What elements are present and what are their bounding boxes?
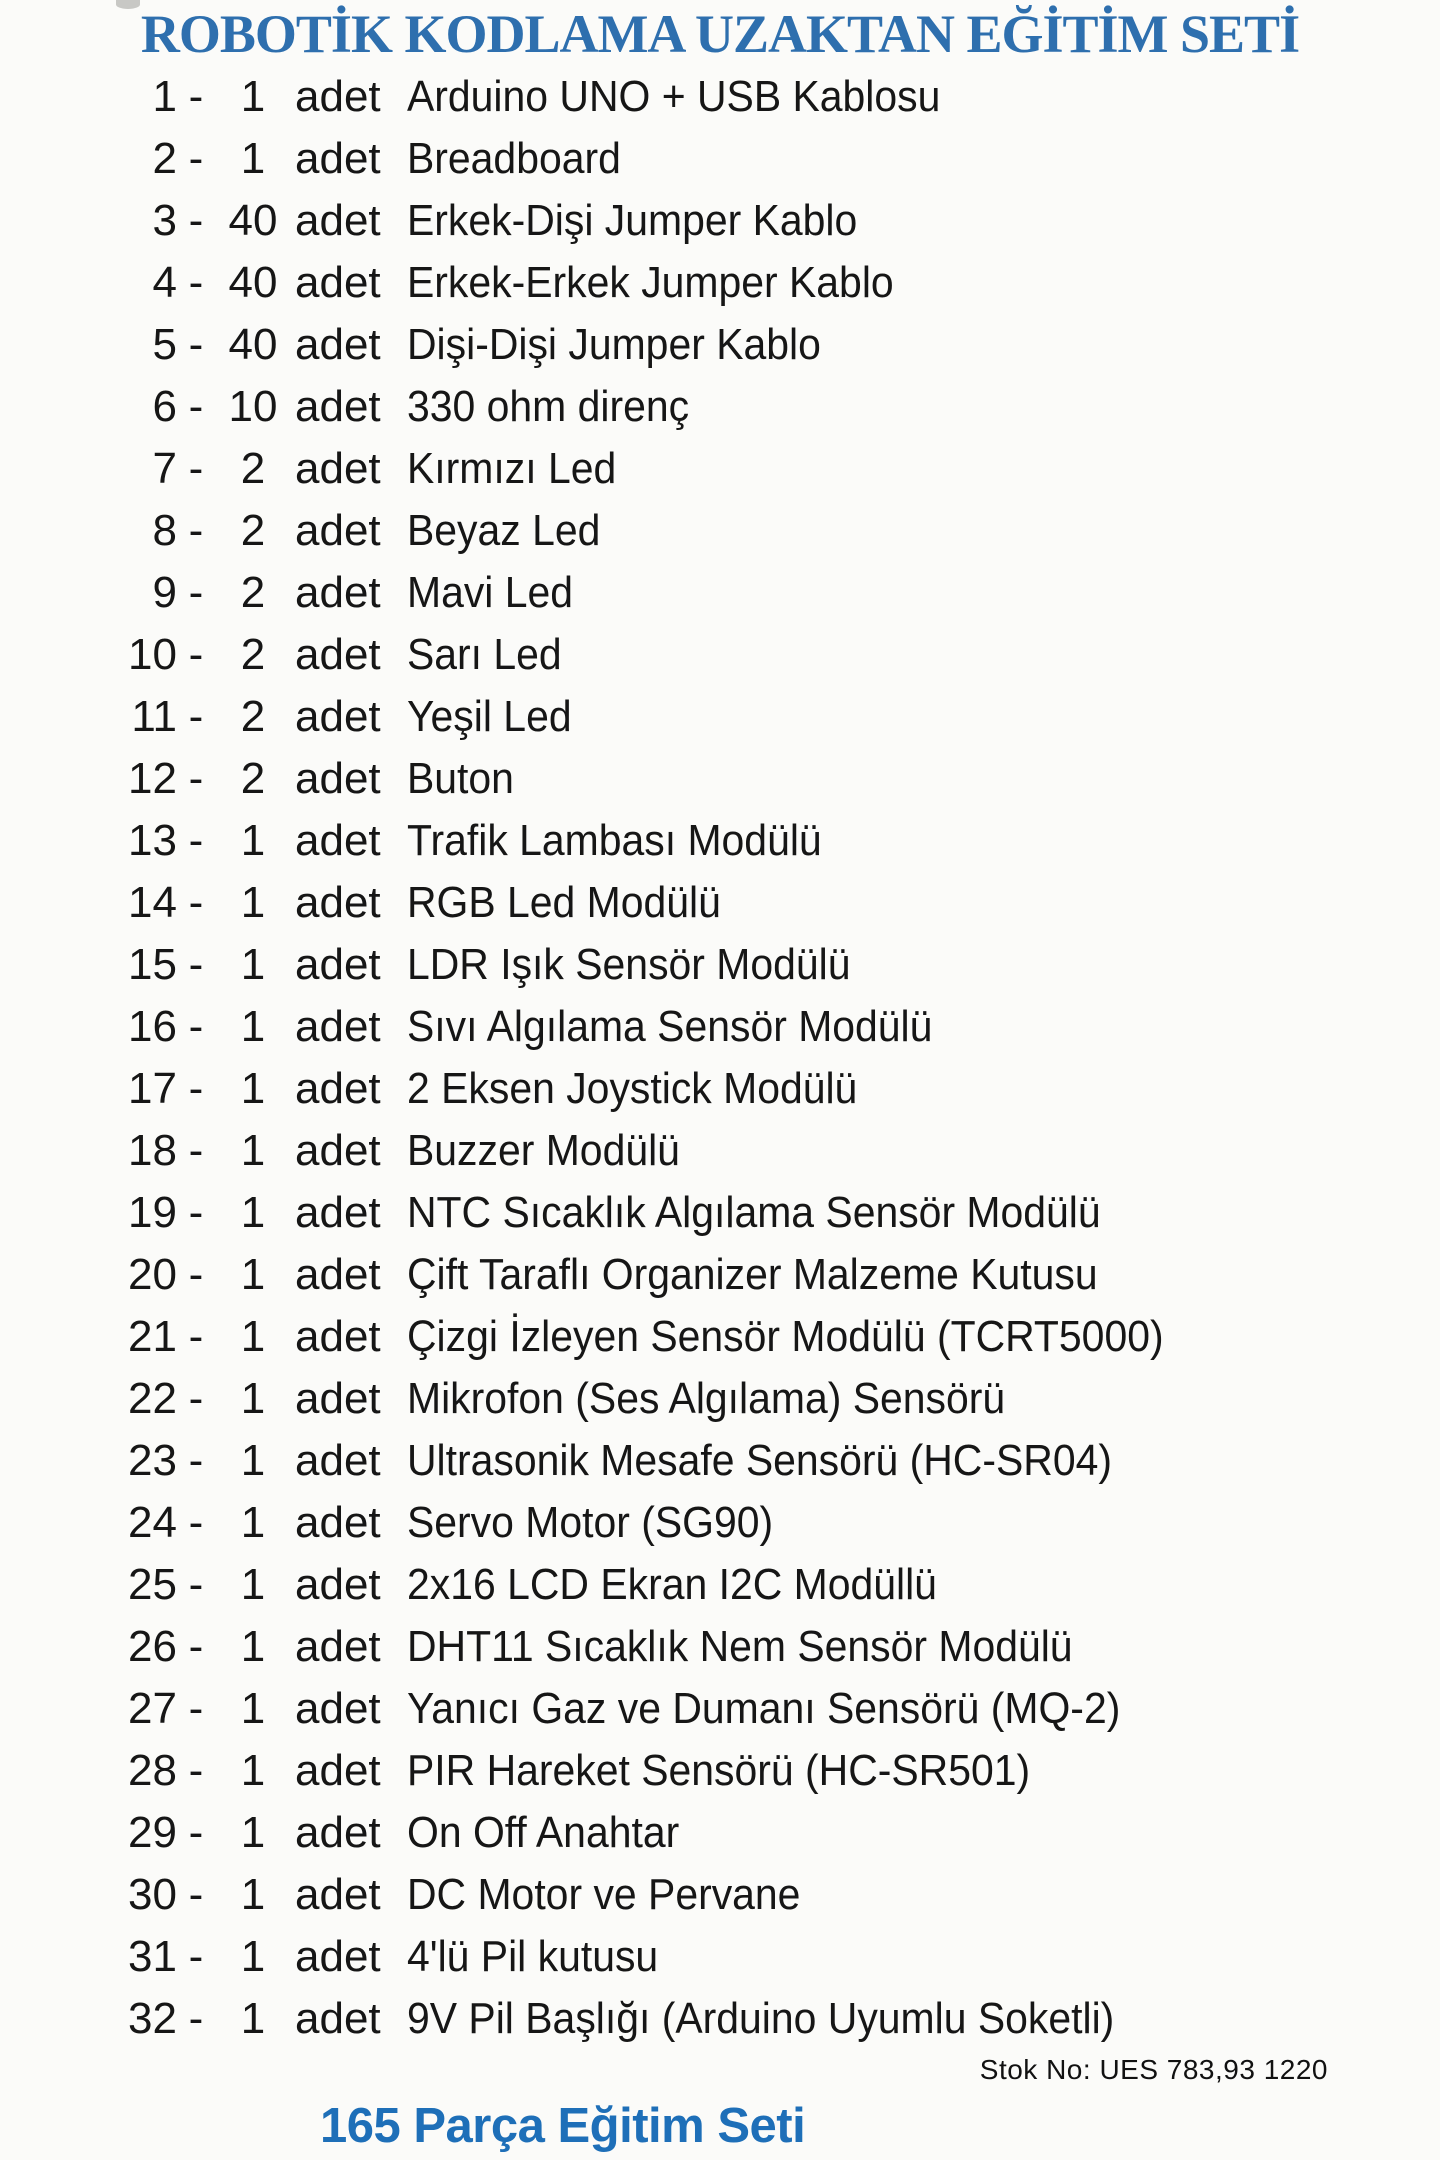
item-name: Erkek-Erkek Jumper Kablo <box>407 258 894 307</box>
item-quantity: 1 <box>240 1870 266 1919</box>
list-item <box>0 1988 1440 2050</box>
item-number: 2 <box>152 134 177 183</box>
item-unit: adet <box>295 320 381 369</box>
item-separator: - <box>188 1498 204 1547</box>
item-quantity: 1 <box>240 1746 266 1795</box>
list-item <box>0 1306 1440 1368</box>
item-number: 24 <box>128 1498 177 1547</box>
item-separator: - <box>188 1312 204 1361</box>
item-quantity: 1 <box>240 1188 266 1237</box>
item-name: RGB Led Modülü <box>407 878 721 927</box>
item-separator: - <box>188 1064 204 1113</box>
item-quantity: 1 <box>240 940 266 989</box>
item-separator: - <box>188 1126 204 1175</box>
item-unit: adet <box>295 1312 381 1361</box>
list-item <box>0 1182 1440 1244</box>
list-item <box>0 252 1440 314</box>
item-number: 28 <box>128 1746 177 1795</box>
item-name: 2x16 LCD Ekran I2C Modüllü <box>407 1560 937 1609</box>
item-unit: adet <box>295 816 381 865</box>
list-item <box>0 1926 1440 1988</box>
stock-number: Stok No: UES 783,93 1220 <box>979 2054 1328 2085</box>
item-quantity: 1 <box>240 1932 266 1981</box>
list-item <box>0 66 1440 128</box>
item-number: 19 <box>128 1188 177 1237</box>
list-item <box>0 128 1440 190</box>
item-quantity: 1 <box>240 1808 266 1857</box>
item-separator: - <box>188 444 204 493</box>
list-item <box>0 1802 1440 1864</box>
item-quantity: 1 <box>240 1560 266 1609</box>
item-number: 8 <box>152 506 177 555</box>
item-number: 14 <box>128 878 177 927</box>
item-number: 27 <box>128 1684 177 1733</box>
item-number: 17 <box>128 1064 177 1113</box>
item-separator: - <box>188 630 204 679</box>
item-unit: adet <box>295 692 381 741</box>
item-separator: - <box>188 1436 204 1485</box>
list-item <box>0 996 1440 1058</box>
item-number: 13 <box>128 816 177 865</box>
list-item <box>0 1058 1440 1120</box>
item-quantity: 2 <box>240 630 266 679</box>
item-unit: adet <box>295 1126 381 1175</box>
item-separator: - <box>188 1374 204 1423</box>
list-item <box>0 624 1440 686</box>
list-item <box>0 376 1440 438</box>
item-number: 4 <box>152 258 177 307</box>
item-unit: adet <box>295 506 381 555</box>
list-item <box>0 1740 1440 1802</box>
list-item <box>0 686 1440 748</box>
item-unit: adet <box>295 1436 381 1485</box>
item-separator: - <box>188 1560 204 1609</box>
item-quantity: 1 <box>240 1002 266 1051</box>
item-name: Yeşil Led <box>407 692 572 741</box>
item-quantity: 1 <box>240 1374 266 1423</box>
item-name: Erkek-Dişi Jumper Kablo <box>407 196 858 245</box>
item-separator: - <box>188 1250 204 1299</box>
item-name: DC Motor ve Pervane <box>407 1870 801 1919</box>
list-item <box>0 314 1440 376</box>
item-number: 10 <box>128 630 177 679</box>
list-item <box>0 1430 1440 1492</box>
item-unit: adet <box>295 1498 381 1547</box>
item-separator: - <box>188 134 204 183</box>
item-unit: adet <box>295 1188 381 1237</box>
item-unit: adet <box>295 444 381 493</box>
item-number: 16 <box>128 1002 177 1051</box>
item-number: 31 <box>128 1932 177 1981</box>
item-name: Beyaz Led <box>407 506 601 555</box>
item-unit: adet <box>295 1374 381 1423</box>
item-number: 29 <box>128 1808 177 1857</box>
item-name: Sıvı Algılama Sensör Modülü <box>407 1002 933 1051</box>
list-item <box>0 872 1440 934</box>
item-number: 18 <box>128 1126 177 1175</box>
item-quantity: 40 <box>228 320 278 369</box>
list-item <box>0 1244 1440 1306</box>
item-name: Servo Motor (SG90) <box>407 1498 774 1547</box>
item-separator: - <box>188 1746 204 1795</box>
item-separator: - <box>188 1684 204 1733</box>
item-unit: adet <box>295 1870 381 1919</box>
item-separator: - <box>188 816 204 865</box>
item-separator: - <box>188 1188 204 1237</box>
item-number: 15 <box>128 940 177 989</box>
item-name: Breadboard <box>407 134 621 183</box>
item-name: Sarı Led <box>407 630 562 679</box>
item-quantity: 1 <box>240 878 266 927</box>
item-unit: adet <box>295 630 381 679</box>
item-unit: adet <box>295 754 381 803</box>
item-number: 21 <box>128 1312 177 1361</box>
item-unit: adet <box>295 1064 381 1113</box>
item-unit: adet <box>295 1932 381 1981</box>
item-name: Yanıcı Gaz ve Dumanı Sensörü (MQ-2) <box>407 1684 1121 1733</box>
item-quantity: 1 <box>240 1250 266 1299</box>
item-number: 26 <box>128 1622 177 1671</box>
item-name: NTC Sıcaklık Algılama Sensör Modülü <box>407 1188 1101 1237</box>
list-item <box>0 1368 1440 1430</box>
item-unit: adet <box>295 1808 381 1857</box>
item-unit: adet <box>295 258 381 307</box>
item-name: Mikrofon (Ses Algılama) Sensörü <box>407 1374 1006 1423</box>
item-separator: - <box>188 72 204 121</box>
item-name: DHT11 Sıcaklık Nem Sensör Modülü <box>407 1622 1073 1671</box>
item-number: 25 <box>128 1560 177 1609</box>
item-name: Mavi Led <box>407 568 574 617</box>
item-number: 7 <box>152 444 177 493</box>
list-item <box>0 500 1440 562</box>
item-number: 32 <box>128 1994 177 2043</box>
item-name: 9V Pil Başlığı (Arduino Uyumlu Soketli) <box>407 1994 1115 2043</box>
list-item <box>0 748 1440 810</box>
item-name: PIR Hareket Sensörü (HC-SR501) <box>407 1746 1031 1795</box>
item-name: 2 Eksen Joystick Modülü <box>407 1064 858 1113</box>
item-unit: adet <box>295 1746 381 1795</box>
list-item <box>0 1120 1440 1182</box>
item-quantity: 1 <box>240 1622 266 1671</box>
item-separator: - <box>188 754 204 803</box>
item-name: Buzzer Modülü <box>407 1126 680 1175</box>
item-separator: - <box>188 1870 204 1919</box>
item-quantity: 1 <box>240 816 266 865</box>
item-separator: - <box>188 1622 204 1671</box>
item-unit: adet <box>295 1002 381 1051</box>
item-separator: - <box>188 692 204 741</box>
item-separator: - <box>188 1808 204 1857</box>
list-item <box>0 438 1440 500</box>
item-separator: - <box>188 1994 204 2043</box>
item-quantity: 1 <box>240 1312 266 1361</box>
item-quantity: 2 <box>240 444 266 493</box>
item-separator: - <box>188 878 204 927</box>
item-number: 11 <box>131 692 177 741</box>
item-separator: - <box>188 258 204 307</box>
list-item <box>0 562 1440 624</box>
list-item <box>0 1492 1440 1554</box>
item-quantity: 1 <box>240 1436 266 1485</box>
list-item <box>0 934 1440 996</box>
item-name: Dişi-Dişi Jumper Kablo <box>407 320 821 369</box>
item-quantity: 40 <box>228 258 278 307</box>
item-quantity: 1 <box>240 1126 266 1175</box>
item-separator: - <box>188 506 204 555</box>
parts-list <box>0 66 1440 2050</box>
item-quantity: 2 <box>240 692 266 741</box>
item-quantity: 1 <box>240 1064 266 1113</box>
list-item <box>0 190 1440 252</box>
item-quantity: 1 <box>240 1498 266 1547</box>
item-unit: adet <box>295 878 381 927</box>
item-unit: adet <box>295 1684 381 1733</box>
item-unit: adet <box>295 1622 381 1671</box>
item-separator: - <box>188 1002 204 1051</box>
item-quantity: 2 <box>240 754 266 803</box>
item-separator: - <box>188 382 204 431</box>
item-name: 330 ohm direnç <box>407 382 690 431</box>
item-unit: adet <box>295 196 381 245</box>
item-number: 1 <box>152 72 177 121</box>
item-number: 30 <box>128 1870 177 1919</box>
item-unit: adet <box>295 568 381 617</box>
item-name: Ultrasonik Mesafe Sensörü (HC-SR04) <box>407 1436 1112 1485</box>
item-quantity: 1 <box>240 1684 266 1733</box>
item-name: LDR Işık Sensör Modülü <box>407 940 851 989</box>
list-item <box>0 1678 1440 1740</box>
item-unit: adet <box>295 940 381 989</box>
item-quantity: 1 <box>240 134 266 183</box>
item-number: 22 <box>128 1374 177 1423</box>
item-name: Çift Taraflı Organizer Malzeme Kutusu <box>407 1250 1098 1299</box>
item-unit: adet <box>295 1994 381 2043</box>
list-item <box>0 1864 1440 1926</box>
list-item <box>0 1616 1440 1678</box>
item-number: 5 <box>152 320 177 369</box>
list-item <box>0 810 1440 872</box>
item-name: Kırmızı Led <box>407 444 617 493</box>
item-name: On Off Anahtar <box>407 1808 680 1857</box>
list-item <box>0 1554 1440 1616</box>
item-quantity: 2 <box>240 506 266 555</box>
item-number: 23 <box>128 1436 177 1485</box>
item-number: 20 <box>128 1250 177 1299</box>
item-quantity: 2 <box>240 568 266 617</box>
item-unit: adet <box>295 1250 381 1299</box>
item-separator: - <box>188 1932 204 1981</box>
item-separator: - <box>188 940 204 989</box>
kit-summary: 165 Parça Eğitim Seti <box>320 2099 806 2153</box>
item-name: 4'lü Pil kutusu <box>407 1932 659 1981</box>
item-unit: adet <box>295 134 381 183</box>
item-separator: - <box>188 196 204 245</box>
item-name: Buton <box>407 754 514 803</box>
item-separator: - <box>188 320 204 369</box>
item-number: 6 <box>152 382 177 431</box>
item-quantity: 40 <box>228 196 278 245</box>
item-name: Arduino UNO + USB Kablosu <box>407 72 941 121</box>
item-quantity: 1 <box>240 1994 266 2043</box>
item-name: Trafik Lambası Modülü <box>407 816 822 865</box>
item-quantity: 1 <box>240 72 266 121</box>
item-separator: - <box>188 568 204 617</box>
item-unit: adet <box>295 1560 381 1609</box>
item-unit: adet <box>295 382 381 431</box>
item-unit: adet <box>295 72 381 121</box>
item-name: Çizgi İzleyen Sensör Modülü (TCRT5000) <box>407 1312 1164 1361</box>
item-number: 12 <box>128 754 177 803</box>
item-number: 9 <box>152 568 177 617</box>
item-quantity: 10 <box>228 382 278 431</box>
page-title: ROBOTİK KODLAMA UZAKTAN EĞİTİM SETİ <box>140 4 1300 64</box>
item-number: 3 <box>152 196 177 245</box>
